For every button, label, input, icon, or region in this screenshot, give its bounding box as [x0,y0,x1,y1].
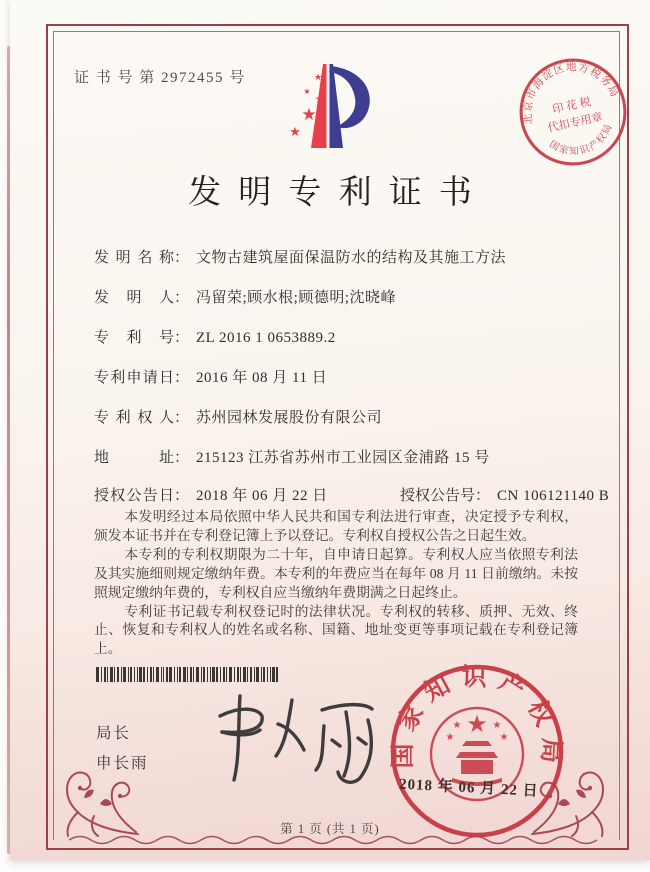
field-patent-number [94,326,336,347]
field-value: CN 106121140 B [497,488,610,504]
field-colon: ： [174,450,190,466]
tax-seal-center-line2: 代扣专用章 [546,111,604,135]
legal-paragraph-1: 本发明经过本局依照中华人民共和国专利法进行审查，决定授予专利权，颁发本证书并在专利登记簿上予以登记。专利权自授权公告之日起生效。 [94,509,578,543]
field-grant-date [94,484,328,505]
field-value: 冯留荣;顾水根;顾德明;沈晓峰 [196,290,397,306]
field-colon: ： [475,488,491,504]
certificate-number: 证 书 号 第 2972455 号 [74,70,246,86]
cnipa-seal [388,662,566,840]
field-colon: ： [174,330,190,346]
certificate-title: 发明专利证书 [188,175,490,211]
logo-star-icon: ★ [313,73,323,83]
field-value: 文物古建筑屋面保温防水的结构及其施工方法 [196,250,507,266]
field-colon: ： [174,290,190,306]
signature-shen-changyu [206,684,391,789]
certificate-sheet [10,0,650,860]
field-grant-number [400,484,609,505]
page-number: 第 1 页 (共 1 页) [280,822,380,836]
field-value: 215123 江苏省苏州市工业园区金浦路 15 号 [196,450,490,466]
field-label: 专利申请日 [94,370,174,386]
emblem-star-icon: ★ [466,710,488,738]
field-filing-date [94,366,327,387]
legal-paragraph-2: 本专利的专利权期限为二十年，自申请日起算。专利权人应当依照专利法及其实施细则规定缴纳年费。本专利的年费应当在每年 08 月 11 日前缴纳。未按照规定缴纳年费的，专利权自应当缴纳年费期满之日起终止。 [94,546,578,600]
tax-seal-center-line1: 印 花 税 [551,96,593,117]
field-patentee [94,406,382,427]
officer-title: 局长 [96,725,132,742]
field-value: 2018 年 06 月 22 日 [196,488,328,504]
field-label: 授权公告日 [94,488,174,504]
field-value: 2016 年 08 月 11 日 [196,370,328,386]
field-invention-name [94,246,506,267]
cnipa-seal-ring-text: 国家知识产权局 [389,663,565,774]
tax-seal-ring-bottom-text: 国家知识产权局 [547,121,616,158]
field-inventors [94,286,396,307]
logo-star-icon: ★ [289,125,301,140]
emblem-star-icon: ★ [492,720,502,731]
field-colon: ： [174,370,190,386]
field-label: 发明人 [94,290,174,306]
cnipa-patent-logo [280,50,392,164]
logo-star-icon: ★ [303,87,311,96]
field-label: 专利权人 [94,410,174,426]
field-label: 发明名称 [94,250,174,266]
logo-star-icon: ★ [314,92,326,106]
svg-text:北京市海淀区地方税务局 [512,51,623,126]
seal-date: 2018 年 06 月 22 日 [398,776,540,800]
field-value: 苏州园林发展股份有限公司 [196,410,383,426]
legal-paragraph-3: 专利证书记载专利权登记时的法律状况。专利权的转移、质押、无效、终止、恢复和专利权人的姓名或名称、国籍、地址变更等事项记载在专利登记簿上。 [94,603,578,657]
field-label: 专利号 [94,330,174,346]
field-address [94,446,490,467]
logo-star-icon: ★ [301,105,317,125]
legal-text [94,508,578,659]
emblem-star-icon: ★ [499,732,509,743]
emblem-star-icon: ★ [452,720,462,731]
officer-name: 申长雨 [96,755,149,772]
field-colon: ： [174,488,190,504]
tax-seal-ring-top-text: 北京市海淀区地方税务局 [521,61,621,126]
emblem-star-icon: ★ [445,732,455,743]
field-value: ZL 2016 1 0653889.2 [196,330,336,346]
field-colon: ： [174,250,190,266]
field-label: 授权公告号 [400,488,476,504]
field-colon: ： [174,410,190,426]
field-label: 地址 [94,450,174,466]
barcode [96,667,280,682]
tax-stamp-seal [505,44,640,179]
